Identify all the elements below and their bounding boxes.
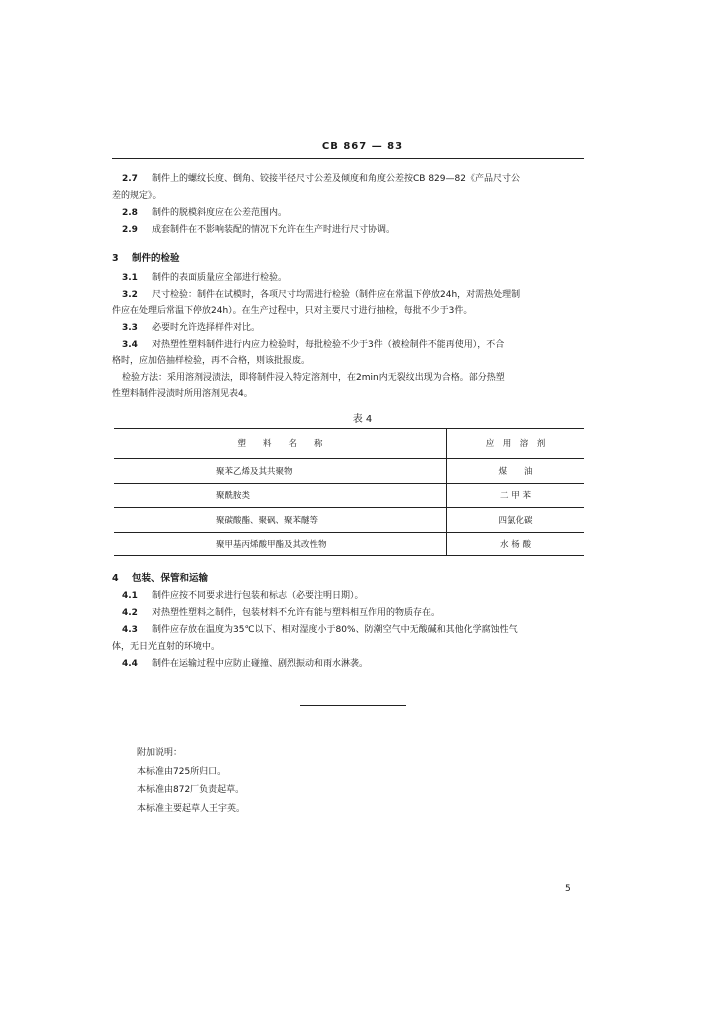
clause-text: 成套制件在不影响装配的情况下允许在生产时进行尺寸协调。 [152,225,396,235]
solvent-table [114,428,584,556]
clause-text: 制件的表面质量应全部进行检验。 [152,273,288,283]
clause-number: 2.7 [122,174,138,184]
table-top-rule [114,428,584,429]
clause-2-8 [122,207,287,219]
clause-number: 4.1 [122,591,138,601]
clause-text: 对热塑性塑料制件进行内应力检验时，每批检验不少于3件（被检制件不能再使用），不合 [152,340,505,350]
table-row [114,508,584,532]
inspection-method: 检验方法：采用溶剂浸渍法，即将制件浸入特定溶剂中，在2min内无裂纹出现为合格。部分热塑 [122,373,505,383]
clause-number: 3.4 [122,340,138,350]
plastic-name: 聚碳酸酯、聚砜、聚苯醚等 [216,516,319,526]
clause-number: 4.3 [122,625,138,635]
clause-4-3 [122,624,518,636]
clause-3-2-cont: 件应在处理后常温下停放24h）。在生产过程中，只对主要尺寸进行抽检，每批不少于3件。 [112,306,473,316]
standard-number-header: CB 867 — 83 [321,141,404,152]
section-number: 4 [112,573,119,584]
clause-number: 2.8 [122,208,138,218]
clause-text: 制件的脱模斜度应在公差范围内。 [152,208,288,218]
clause-text: 制件上的螺纹长度、倒角、铰接半径尺寸公差及倾度和角度公差按CB 829—82《产品尺寸公 [152,174,520,184]
clause-2-9 [122,224,395,236]
solvent-name: 二 甲 苯 [500,491,531,501]
clause-number: 3.2 [122,290,138,300]
clause-4-2 [122,607,440,619]
clause-3-4-cont: 格时，应加倍抽样检验，再不合格，则该批报废。 [112,356,311,366]
plastic-name: 聚甲基丙烯酸甲酯及其改性物 [216,540,327,550]
solvent-name: 煤 油 [498,467,533,477]
section-number: 3 [112,253,119,264]
table-bottom-rule [114,555,584,556]
clause-3-4 [122,339,504,351]
clause-3-1 [122,272,287,284]
note-line: 本标准主要起草人王宇英。 [137,804,246,814]
plastic-name: 聚酰胺类 [216,491,251,501]
clause-3-3 [122,322,260,334]
clause-text: 对热塑性塑料之制件，包装材料不允许有能与塑料相互作用的物质存在。 [152,608,441,618]
clause-text: 必要时允许选择样件对比。 [152,323,261,333]
plastic-name: 聚苯乙烯及其共聚物 [216,467,293,477]
column-header-solvent: 应 用 溶 剂 [485,439,546,449]
solvent-name: 四氯化碳 [498,516,533,526]
clause-number: 4.4 [122,659,138,669]
clause-4-3-cont: 体，无日光直射的环境中。 [112,642,221,652]
clause-number: 3.1 [122,273,138,283]
note-line: 本标准由872厂负责起草。 [137,785,245,795]
clause-2-7 [122,173,520,185]
note-line: 本标准由725所归口。 [137,767,227,777]
section-4-heading [112,570,208,584]
page-number: 5 [565,884,571,894]
clause-2-7-cont: 差的规定》。 [112,191,162,201]
clause-4-1 [122,590,364,602]
section-3-heading [112,250,180,264]
table-row [114,533,584,555]
clause-number: 4.2 [122,608,138,618]
table-row [114,484,584,507]
clause-text: 尺寸检验：制件在试模时，各项尺寸均需进行检验（制件应在常温下停放24h，对需热处理制 [152,290,521,300]
solvent-name: 水 杨 酸 [500,540,531,550]
clause-text: 制件在运输过程中应防止碰撞、剧烈振动和雨水淋袭。 [152,659,369,669]
clause-3-2 [122,289,520,301]
table-caption: 表 4 [352,414,373,425]
section-title: 制件的检验 [132,253,180,264]
clause-number: 2.9 [122,225,138,235]
clause-number: 3.3 [122,323,138,333]
notes-title: 附加说明： [137,748,183,758]
end-of-text-rule [300,705,406,706]
inspection-method-cont: 性塑料制件浸渍时所用溶剂见表4。 [112,389,253,399]
clause-text: 制件应按不同要求进行包装和标志（必要注明日期）。 [152,591,364,601]
section-title: 包装、保管和运输 [132,573,209,584]
header-rule [112,158,584,159]
table-row [114,459,584,483]
clause-text: 制件应存放在温度为35℃以下、相对湿度小于80%、防潮空气中无酸碱和其他化学腐蚀性气 [152,625,518,635]
column-header-plastic: 塑 料 名 称 [237,439,323,449]
clause-4-4 [122,658,368,670]
